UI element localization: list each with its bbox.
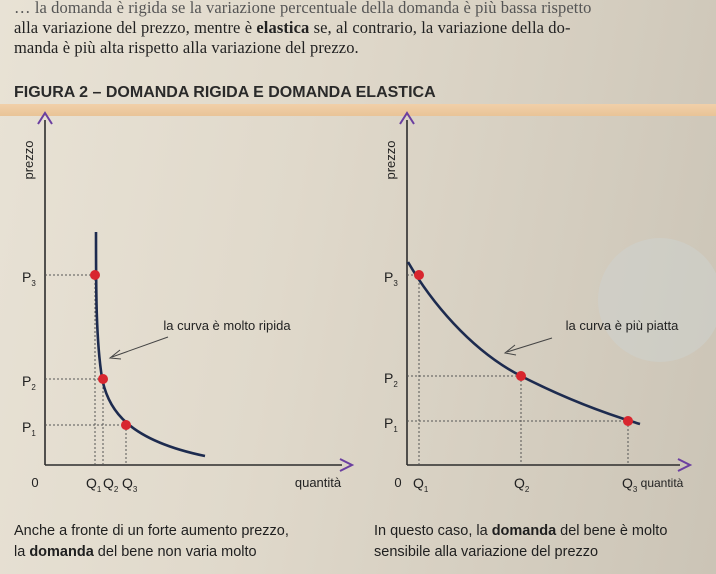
right-annotation-pointer xyxy=(507,338,552,352)
left-caption: Anche a fronte di un forte aumento prezzo, la domanda del bene non varia molto xyxy=(14,523,289,560)
left-demand-curve xyxy=(96,232,205,456)
right-label-p2: $P_2$ xyxy=(384,370,398,389)
decorative-circle xyxy=(598,238,716,362)
left-origin-label: 0 xyxy=(31,475,39,490)
right-caption: In questo caso, la domanda del bene è molto sensibile alla variazione del prezzo xyxy=(374,523,668,560)
right-origin-label: 0 xyxy=(394,475,402,490)
intro-line-2: alla variazione del prezzo, mentre è elastica se, al contrario, la variazione della do- xyxy=(14,18,571,37)
right-label-q2: $Q_2$ xyxy=(514,475,530,494)
right-annotation: la curva è più piatta xyxy=(565,318,679,333)
left-chart xyxy=(21,113,352,494)
right-x-label: quantità xyxy=(640,476,684,490)
right-y-label: prezzo xyxy=(383,140,398,180)
right-point-p1 xyxy=(623,416,633,426)
intro-line-1: … la domanda è rigida se la variazione percentuale della domanda è più bassa rispetto xyxy=(14,0,592,17)
left-label-p1: $P_1$ xyxy=(22,419,36,438)
right-label-p3: $P_3$ xyxy=(384,269,398,288)
left-point-p2 xyxy=(98,374,108,384)
right-point-p3 xyxy=(414,270,424,280)
left-point-p1 xyxy=(121,420,131,430)
left-annotation-pointer xyxy=(112,337,168,357)
right-label-q1: $Q_1$ xyxy=(413,475,429,494)
left-annotation: la curva è molto ripida xyxy=(163,318,291,333)
left-point-p3 xyxy=(90,270,100,280)
right-point-p2 xyxy=(516,371,526,381)
keyword-elastica: elastica xyxy=(256,18,310,37)
figure-title: FIGURA 2 – DOMANDA RIGIDA E DOMANDA ELASTICA xyxy=(14,84,436,101)
intro-line-3: manda è più alta rispetto alla variazione del prezzo. xyxy=(14,38,359,57)
left-label-q1: $Q_1$ xyxy=(86,475,102,494)
left-y-label: prezzo xyxy=(21,140,36,180)
right-label-q3: $Q_3$ xyxy=(622,475,638,494)
left-label-p2: $P_2$ xyxy=(22,373,36,392)
left-x-label: quantità xyxy=(294,475,342,490)
right-label-p1: $P_1$ xyxy=(384,415,398,434)
left-label-q3: $Q_3$ xyxy=(122,475,138,494)
left-label-q2: $Q_2$ xyxy=(103,475,119,494)
left-label-p3: $P_3$ xyxy=(22,269,36,288)
